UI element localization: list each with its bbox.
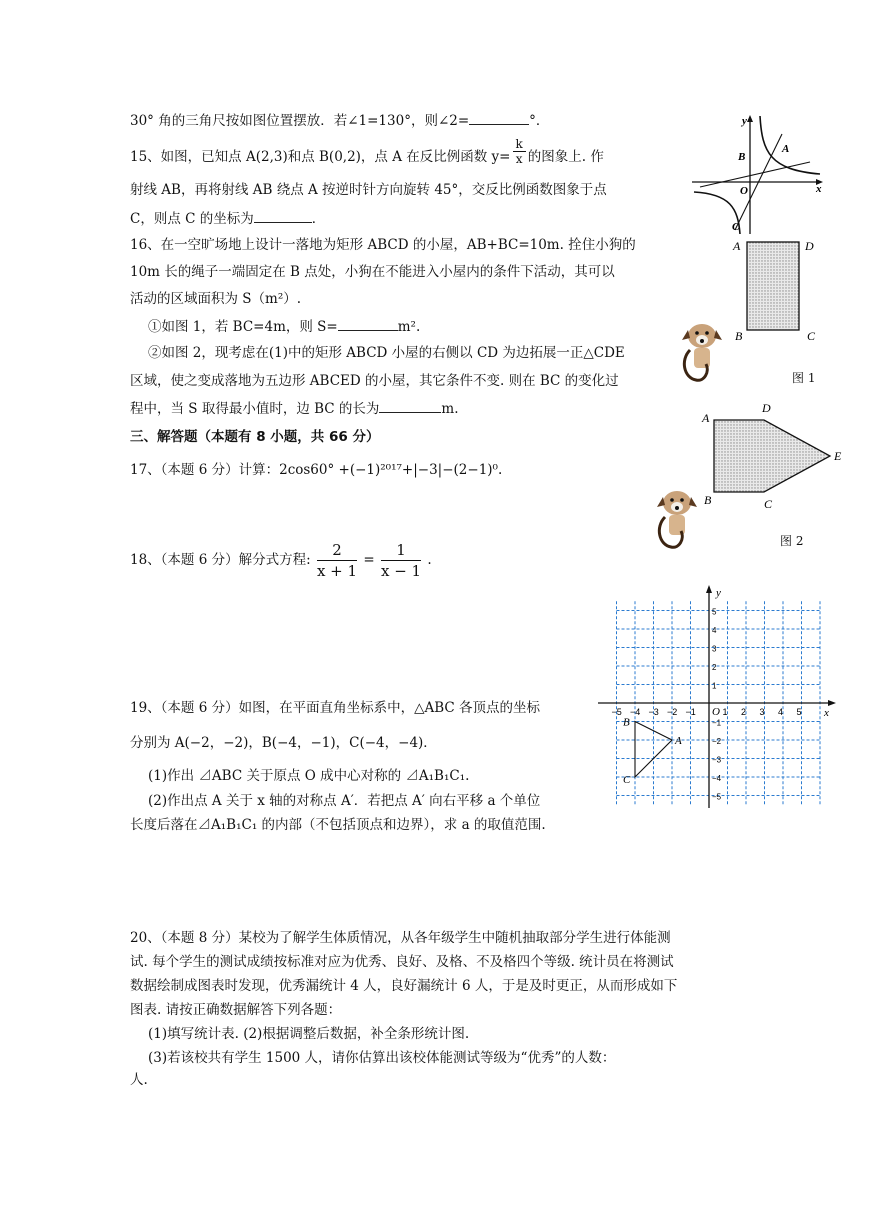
answer-blank[interactable]: [254, 208, 312, 223]
q16-line-7: 程中，当 S 取得最小值时，边 BC 的长为 m.: [130, 398, 459, 419]
k-over-x-fraction: $\frac{k}{x}$: [513, 137, 526, 166]
y-tick-label: −2: [712, 737, 722, 746]
rectangle-figure-1: [725, 236, 825, 344]
x-tick-label: 2: [741, 707, 747, 717]
fig-x-label: x: [816, 183, 822, 195]
x-tick-label: 1: [722, 707, 728, 717]
answer-blank[interactable]: [469, 110, 529, 125]
q16-line-6: 区域，使之变成落地为五边形 ABCED 的小屋，其它条件不变. 则在 BC 的变化过: [130, 373, 619, 389]
y-tick-label: 2: [712, 663, 717, 672]
y-tick-label: 4: [712, 626, 717, 635]
fig2-point-e: E: [834, 449, 842, 463]
fig-point-a: A: [782, 143, 790, 155]
hyperbola-figure: [690, 112, 830, 236]
y-tick-label: −1: [712, 718, 722, 728]
triangle-point-c: C: [623, 774, 631, 786]
q20-line-1: 20、（本题 8 分）某校为了解学生体质情况，从各年级学生中随机抽取部分学生进行体能测: [130, 930, 671, 946]
q16-line-4: ①如图 1，若 BC=4m，则 S= m².: [148, 316, 420, 337]
q16-line-2: 10m 长的绳子一端固定在 B 点处，小狗在不能进入小屋内的条件下活动，其可以: [130, 264, 615, 280]
q17-line: 17、（本题 6 分）计算：2cos60° +(−1)²⁰¹⁷+|−3|−(2−1)⁰.: [130, 462, 503, 478]
y-tick-label: −3: [712, 755, 722, 765]
grid-x-axis-label: x: [824, 707, 829, 719]
figure-1-caption: 图 1: [792, 371, 816, 385]
figure-2-caption: 图 2: [780, 534, 804, 548]
q20-line-4: 图表. 请按正确数据解答下列各题：: [130, 1002, 342, 1018]
fig-y-label: y: [742, 115, 747, 127]
grid-y-axis-label: y: [716, 587, 721, 599]
q16-line-3: 活动的区域面积为 S（m²）.: [130, 291, 302, 307]
fig1-point-b: B: [735, 329, 743, 343]
q15-line-2: 射线 AB，再将射线 AB 绕点 A 按逆时针方向旋转 45°，交反比例函数图象于点: [130, 182, 607, 198]
x-tick-label: −1: [685, 707, 696, 717]
fig2-point-a: A: [702, 411, 710, 425]
dog-holding-leash-icon: [655, 487, 705, 555]
fig1-point-d: D: [805, 239, 814, 253]
dog-holding-leash-icon: [680, 320, 730, 388]
q20-line-2: 试. 每个学生的测试成绩按标准对应为优秀、良好、及格、不及格四个等级. 统计员在将测试: [130, 954, 674, 970]
fig1-point-c: C: [807, 329, 816, 343]
fig2-point-b: B: [704, 493, 712, 507]
triangle-point-a: A: [675, 735, 682, 747]
q20-line-3: 数据绘制成图表时发现，优秀漏统计 4 人，良好漏统计 6 人，于是及时更正，从而形成如下: [130, 978, 678, 994]
x-tick-label: −3: [648, 707, 659, 717]
y-tick-label: 5: [712, 607, 717, 617]
fig-point-c: C: [732, 221, 740, 233]
q18-right-fraction: $\frac{1}{x - 1}$: [380, 541, 422, 580]
q19-line-1: 19、（本题 6 分）如图，在平面直角坐标系中，△ABC 各顶点的坐标: [130, 700, 541, 716]
q15-line-1: 15、如图，已知点 A(2,3)和点 B(0,2)，点 A 在反比例函数 y= $\frac{k}{x}$ 的图象上. 作: [130, 137, 604, 166]
q19-line-3: (1)作出 ⊿ABC 关于原点 O 成中心对称的 ⊿A₁B₁C₁.: [148, 768, 470, 784]
y-tick-label: −4: [712, 774, 722, 783]
q19-line-5: 长度后落在⊿A₁B₁C₁ 的内部（不包括顶点和边界），求 a 的取值范围.: [130, 817, 546, 833]
q19-line-2: 分别为 A(−2，−2)，B(−4，−1)，C(−4，−4)．: [130, 735, 437, 751]
x-tick-label: −4: [630, 707, 641, 717]
section-3-heading: 三、解答题（本题有 8 小题，共 66 分）: [130, 429, 380, 445]
q14-tail-line: 30° 角的三角尺按如图位置摆放．若∠1=130°，则∠2= °．: [130, 110, 549, 131]
x-tick-label: 3: [759, 707, 765, 717]
pentagon-figure-2: [700, 400, 850, 516]
q16-line-1: 16、在一空旷场地上设计一落地为矩形 ABCD 的小屋，AB+BC=10m. 拴住小狗的: [130, 237, 636, 253]
fig-point-b: B: [738, 151, 746, 163]
x-tick-label: −2: [667, 707, 678, 717]
fig-origin-o: O: [740, 185, 748, 197]
q20-line-6: (3)若该校共有学生 1500 人，请你估算出该校体能测试等级为“优秀”的人数：: [148, 1050, 616, 1066]
x-tick-label: 4: [778, 707, 784, 717]
q18-left-fraction: $\frac{2}{x + 1}$: [316, 541, 358, 580]
answer-blank[interactable]: [338, 316, 398, 331]
answer-blank[interactable]: [379, 398, 441, 413]
x-tick-label: −5: [611, 707, 622, 717]
q15-line-3: C，则点 C 的坐标为 ．: [130, 208, 325, 229]
y-tick-label: −5: [712, 792, 722, 802]
fig2-point-c: C: [764, 497, 773, 511]
grid-origin-label: O: [712, 706, 720, 718]
x-tick-label: 5: [796, 707, 802, 717]
fig2-point-d: D: [762, 401, 771, 415]
triangle-point-b: B: [623, 716, 630, 729]
q19-line-4: (2)作出点 A 关于 x 轴的对称点 A′．若把点 A′ 向右平移 a 个单位: [148, 793, 541, 809]
q20-line-5: (1)填写统计表. (2)根据调整后数据，补全条形统计图.: [148, 1026, 470, 1042]
q18-line: 18、（本题 6 分）解分式方程: $\frac{2}{x + 1}$ = $\frac{1}{x - 1}$ .: [130, 541, 432, 580]
y-tick-label: 3: [712, 644, 717, 654]
q20-line-7: 人.: [130, 1072, 148, 1088]
fig1-point-a: A: [733, 239, 741, 253]
q16-line-5: ②如图 2，现考虑在(1)中的矩形 ABCD 小屋的右侧以 CD 为边拓展一正△CDE: [148, 345, 625, 361]
y-tick-label: 1: [712, 681, 717, 691]
coordinate-grid-figure: [594, 584, 844, 812]
